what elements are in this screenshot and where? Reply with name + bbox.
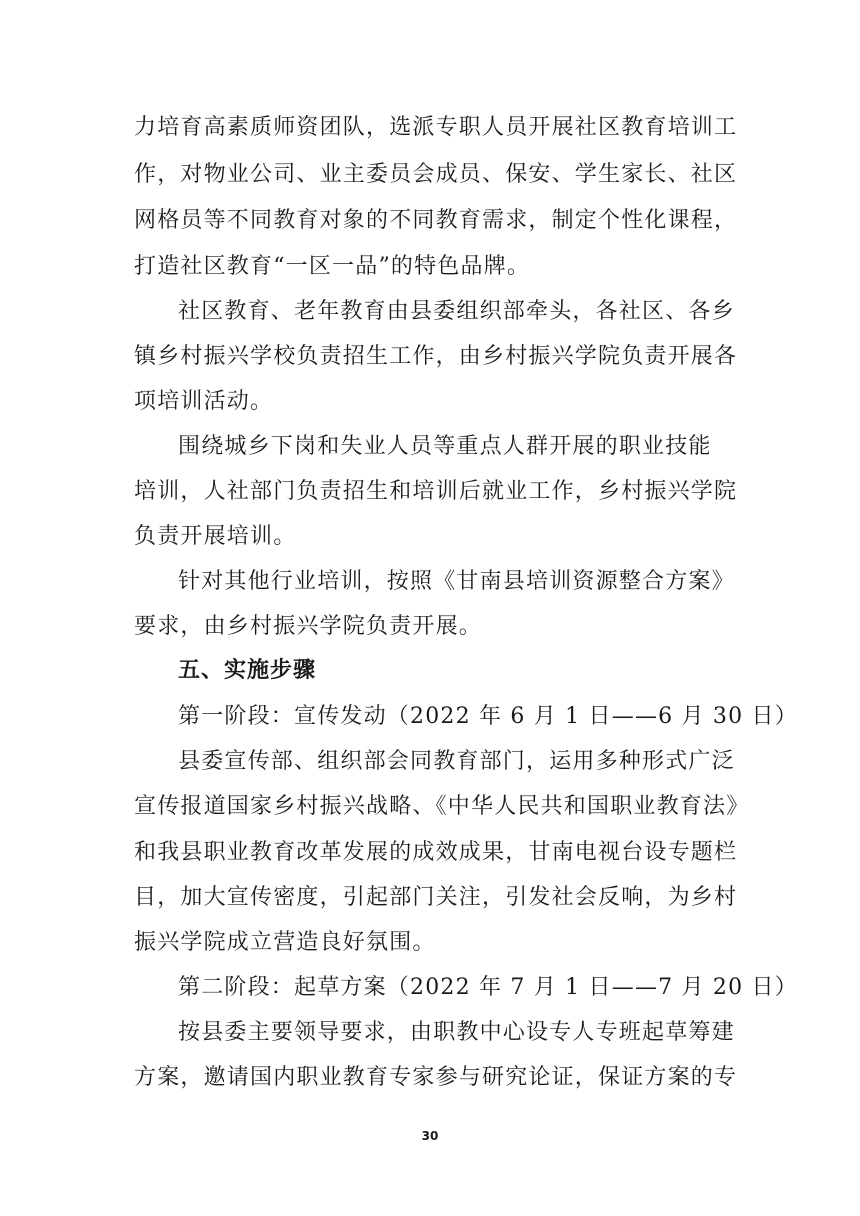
paragraph-line: 社区教育、老年教育由县委组织部牵头，各社区、各乡 (178, 299, 735, 324)
paragraph-line: 镇乡村振兴学校负责招生工作，由乡村振兴学院负责开展各 (134, 344, 738, 369)
paragraph-line: 项培训活动。 (134, 389, 274, 414)
paragraph-line: 围绕城乡下岗和失业人员等重点人群开展的职业技能 (178, 434, 712, 459)
section-heading: 五、实施步骤 (178, 658, 317, 683)
paragraph-line: 力培育高素质师资团队，选派专职人员开展社区教育培训工 (134, 115, 738, 140)
paragraph-line: 负责开展培训。 (134, 524, 297, 549)
paragraph-line: 打造社区教育“一区一品”的特色品牌。 (134, 254, 531, 279)
stage-heading: 第二阶段：起草方案（2022 年 7 月 1 日——7 月 20 日） (178, 975, 798, 1000)
paragraph-line: 振兴学院成立营造良好氛围。 (134, 930, 436, 955)
paragraph-line: 按县委主要领导要求，由职教中心设专人专班起草筹建 (178, 1020, 735, 1045)
paragraph-line: 方案，邀请国内职业教育专家参与研究论证，保证方案的专 (134, 1065, 738, 1090)
paragraph-line: 要求，由乡村振兴学院负责开展。 (134, 614, 483, 639)
paragraph-line: 目，加大宣传密度，引起部门关注，引发社会反响，为乡村 (134, 885, 738, 910)
paragraph-line: 作，对物业公司、业主委员会成员、保安、学生家长、社区 (134, 162, 738, 187)
page-number: 30 (421, 1129, 439, 1143)
stage-heading: 第一阶段：宣传发动（2022 年 6 月 1 日——6 月 30 日） (178, 704, 798, 729)
paragraph-line: 针对其他行业培训，按照《甘南县培训资源整合方案》 (178, 569, 735, 594)
paragraph-line: 培训，人社部门负责招生和培训后就业工作，乡村振兴学院 (134, 479, 738, 504)
paragraph-line: 宣传报道国家乡村振兴战略、《中华人民共和国职业教育法》 (134, 794, 750, 819)
paragraph-line: 网格员等不同教育对象的不同教育需求，制定个性化课程， (134, 208, 738, 233)
paragraph-line: 和我县职业教育改革发展的成效成果，甘南电视台设专题栏 (134, 840, 738, 865)
paragraph-line: 县委宣传部、组织部会同教育部门，运用多种形式广泛 (178, 749, 735, 774)
